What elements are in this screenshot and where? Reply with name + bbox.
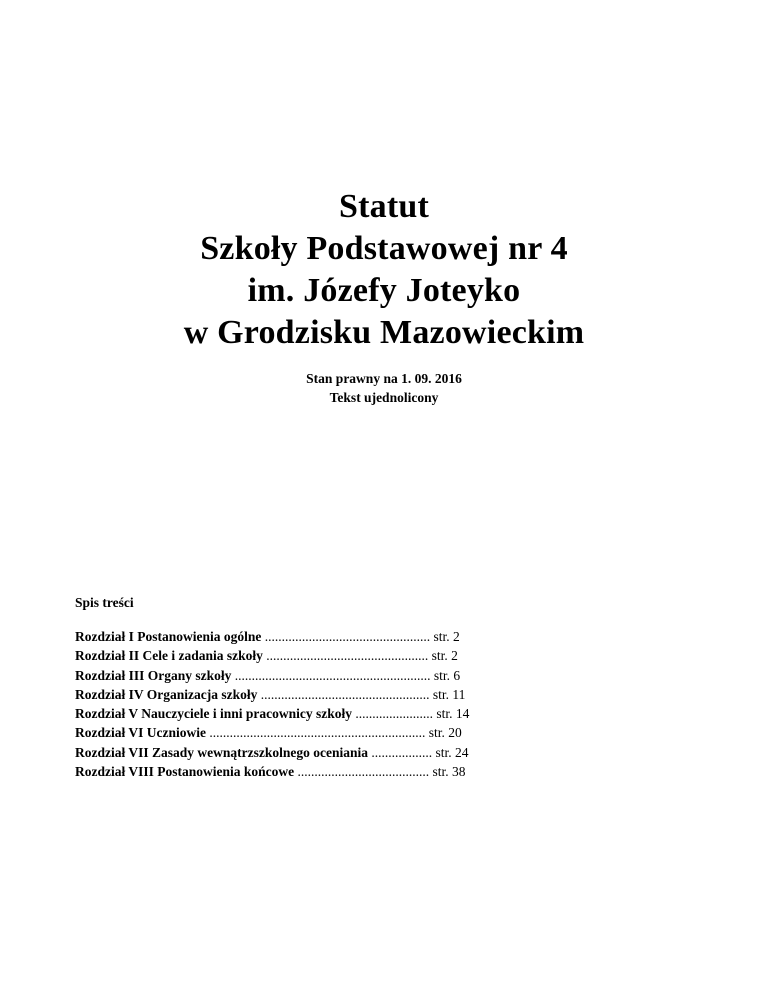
toc-entry-chapter-1[interactable] [75,627,545,646]
toc-entry-leader: ....................... [352,706,437,722]
toc-entry-page: str. 20 [428,725,462,741]
toc-entry-leader: ................................................. [261,629,434,644]
toc-entry-title: Rozdział I Postanowienia ogólne [75,629,262,644]
toc-entry-chapter-7[interactable] [75,743,545,762]
toc-entry-chapter-2[interactable] [75,646,545,665]
title-line-school-name: Szkoły Podstawowej nr 4 [200,230,568,267]
toc-entry-page: str. 6 [433,667,461,683]
toc-entry-leader: .......................................................... [231,667,434,683]
toc-entry-leader: .................. [368,744,436,760]
consolidated-text-note: Tekst ujednolicony [329,390,439,405]
title-line-patron: im. Józefy Joteyko [247,272,521,309]
toc-entry-chapter-4[interactable] [75,685,545,704]
document-title [0,186,768,354]
legal-status-date: Stan prawny na 1. 09. 2016 [306,371,462,386]
toc-heading: Spis treści [75,595,134,610]
legal-status-block [0,369,768,407]
title-line-statut: Statut [339,188,429,225]
toc-entry-leader: ................................................................ [206,725,429,741]
toc-entry-title: Rozdział VI Uczniowie [75,725,206,741]
toc-entry-leader: .................................................. [257,686,433,702]
toc-entry-title: Rozdział IV Organizacja szkoły [75,686,258,702]
toc-entry-chapter-5[interactable] [75,704,545,723]
toc-entry-leader: ....................................... [294,764,433,780]
toc-entry-title: Rozdział III Organy szkoły [75,667,232,683]
toc-entry-page: str. 24 [435,744,469,760]
toc-entry-page: str. 2 [431,648,458,664]
toc-entry-title: Rozdział V Nauczyciele i inni pracownicy szkoły [75,706,352,722]
toc-entry-page: str. 2 [433,629,460,644]
toc-entry-chapter-8[interactable] [75,762,545,781]
toc-entry-page: str. 38 [432,764,466,780]
toc-entry-leader: ................................................ [262,648,432,664]
title-line-location: w Grodzisku Mazowieckim [183,314,585,351]
toc-entry-title: Rozdział VII Zasady wewnątrzszkolnego oceniania [75,744,369,760]
table-of-contents [75,627,545,781]
toc-entry-chapter-3[interactable] [75,666,545,685]
toc-entry-page: str. 11 [432,686,466,702]
toc-entry-page: str. 14 [436,706,470,722]
toc-entry-title: Rozdział II Cele i zadania szkoły [75,648,263,664]
toc-entry-title: Rozdział VIII Postanowienia końcowe [75,764,295,780]
toc-entry-chapter-6[interactable] [75,723,545,742]
